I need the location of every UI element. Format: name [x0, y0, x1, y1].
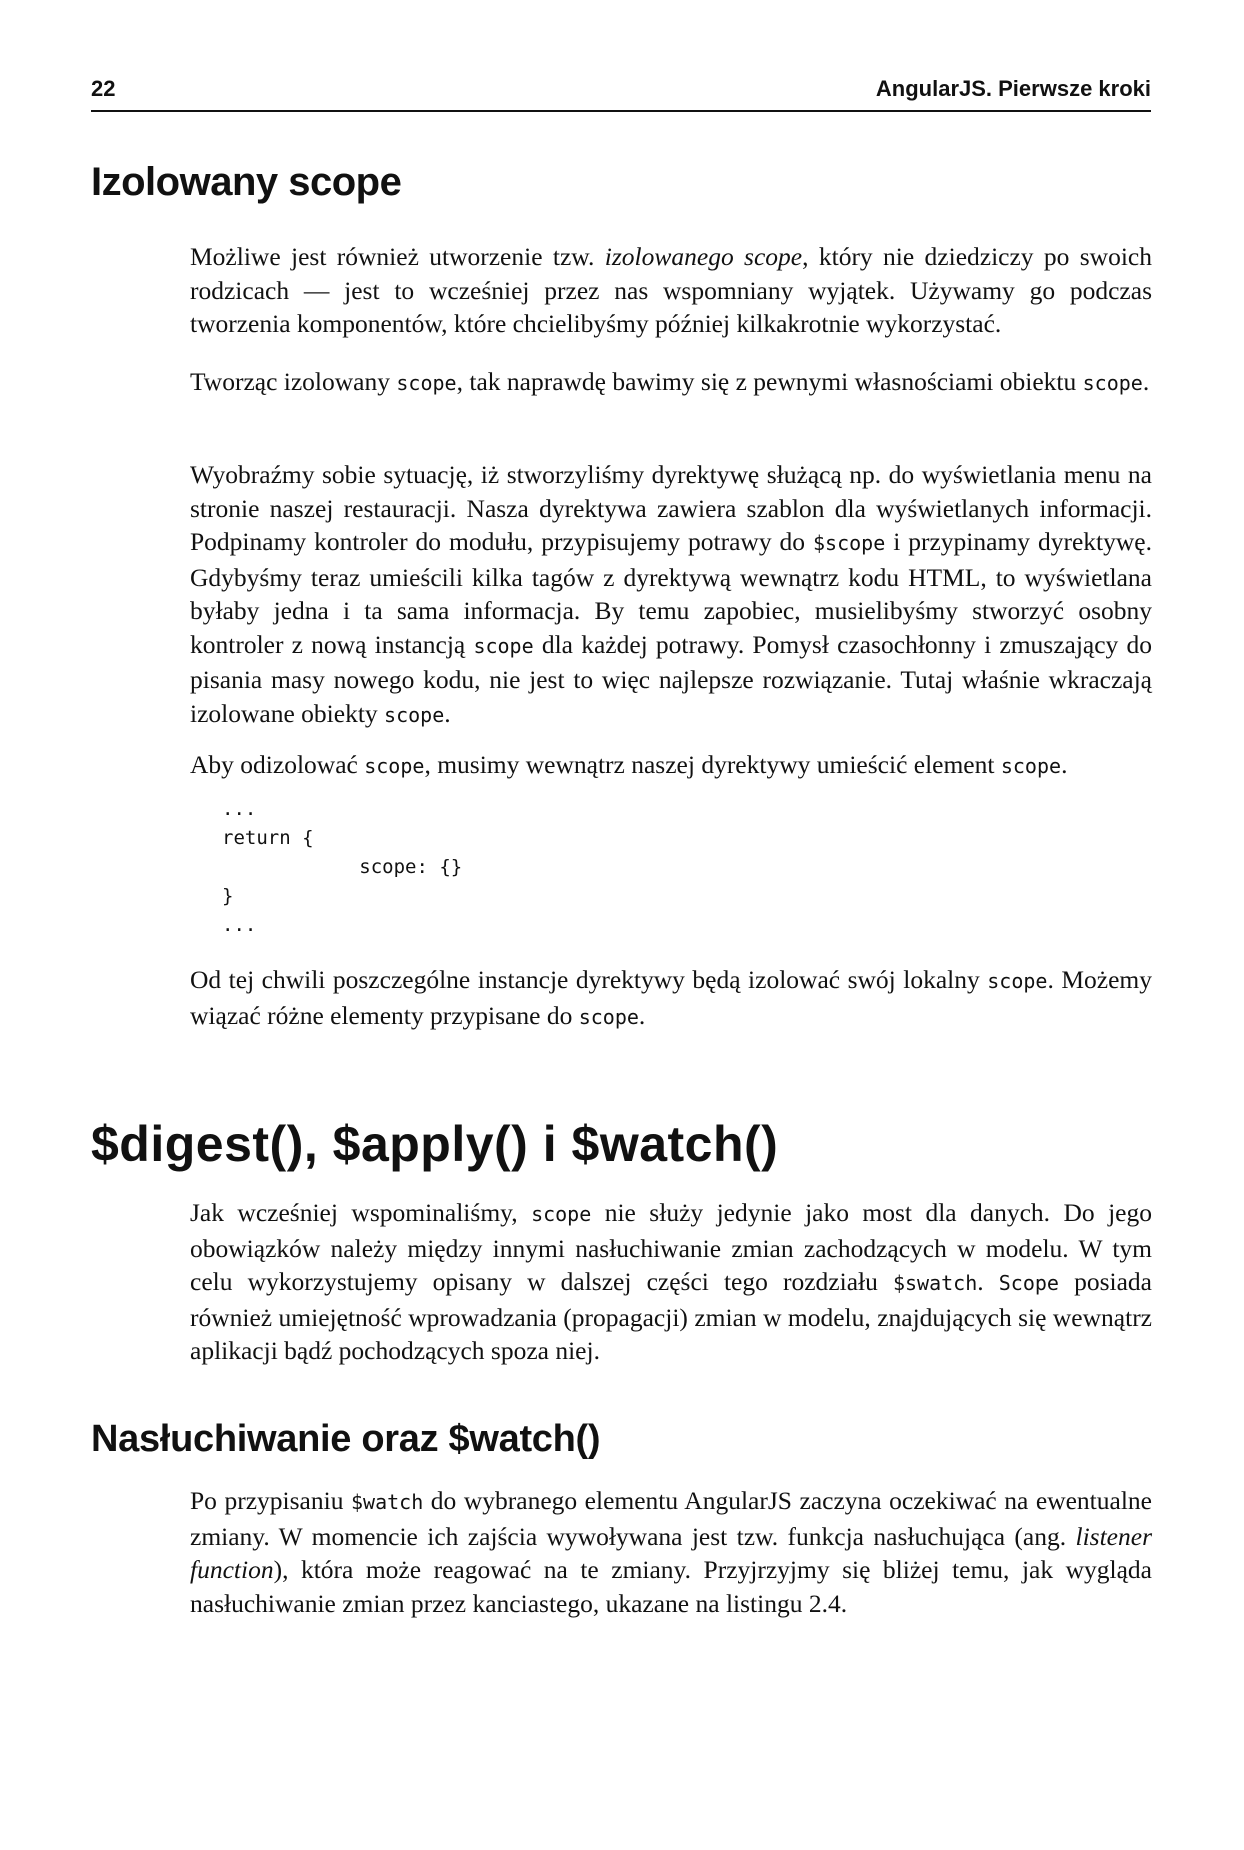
paragraph-watch-intro: Po przypisaniu $watch do wybranego elementu AngularJS zaczyna oczekiwać na ewentualne zmiany. W momencie ich zajścia wywoływana jest tzw. funkcja nasłuchująca (ang. listener function), która może reagować na te zmiany. Przyjrzyjmy się bliżej temu, jak wygląda nasłuchiwanie zmian przez kanciastego, ukazane na listingu 2.4. — [190, 1486, 1152, 1618]
heading-listening-watch: Nasłuchiwanie oraz $watch() — [91, 1418, 601, 1460]
page-number: 22 — [91, 76, 116, 101]
heading-isolated-scope: Izolowany scope — [91, 160, 402, 204]
running-header — [91, 76, 1151, 112]
heading-digest-apply-watch: $digest(), $apply() i $watch() — [91, 1116, 779, 1172]
paragraph-isolated-properties: Tworząc izolowany scope, tak naprawdę bawimy się z pewnymi własnościami obiektu scope. — [190, 367, 1150, 396]
paragraph-isolate-how: Aby odizolować scope, musimy wewnątrz naszej dyrektywy umieścić element scope. — [190, 750, 1068, 779]
paragraph-isolated-intro: Możliwe jest również utworzenie tzw. izolowanego scope, który nie dziedziczy po swoich rodzicach — jest to wcześniej przez nas wspomniany wyjątek. Używamy go podczas tworzenia komponentów, które chcielibyśmy później kilkakrotnie wykorzystać. — [190, 242, 1152, 338]
book-title: AngularJS. Pierwsze kroki — [875, 76, 1151, 101]
paragraph-isolated-result: Od tej chwili poszczególne instancje dyrektywy będą izolować swój lokalny scope. Możemy wiązać różne elementy przypisane do scope. — [190, 965, 1152, 1030]
paragraph-digest-intro: Jak wcześniej wspominaliśmy, scope nie służy jedynie jako most dla danych. Do jego obowiązków należy między innymi nasłuchiwanie zmian zachodzących w modelu. W tym celu wykorzystujemy opisany w dalszej części tego rozdziału $swatch. Scope posiada również umiejętność wprowadzania (propagacji) zmian w modelu, znajdujących się wewnątrz aplikacji bądź pochodzących spoza niej. — [190, 1198, 1152, 1365]
paragraph-isolated-example: Wyobraźmy sobie sytuację, iż stworzyliśmy dyrektywę służącą np. do wyświetlania menu na stronie naszej restauracji. Nasza dyrektywa zawiera szablon dla wyświetlanych informacji. Podpinamy kontroler do modułu, przypisujemy potrawy do $scope i przypinamy dyrektywę. Gdybyśmy teraz umieścili kilka tagów z dyrektywą wewnątrz kodu HTML, to wyświetlana byłaby jedna i ta sama informacja. By temu zapobiec, musielibyśmy stworzyć osobny kontroler z nową instancją scope dla każdej potrawy. Pomysł czasochłonny i zmuszający do pisania masy nowego kodu, nie jest to więc najlepsze rozwiązanie. Tutaj właśnie wkraczają izolowane obiekty scope. — [190, 460, 1153, 728]
code-snippet-scope: ... return { scope: {} } ... — [222, 798, 463, 936]
